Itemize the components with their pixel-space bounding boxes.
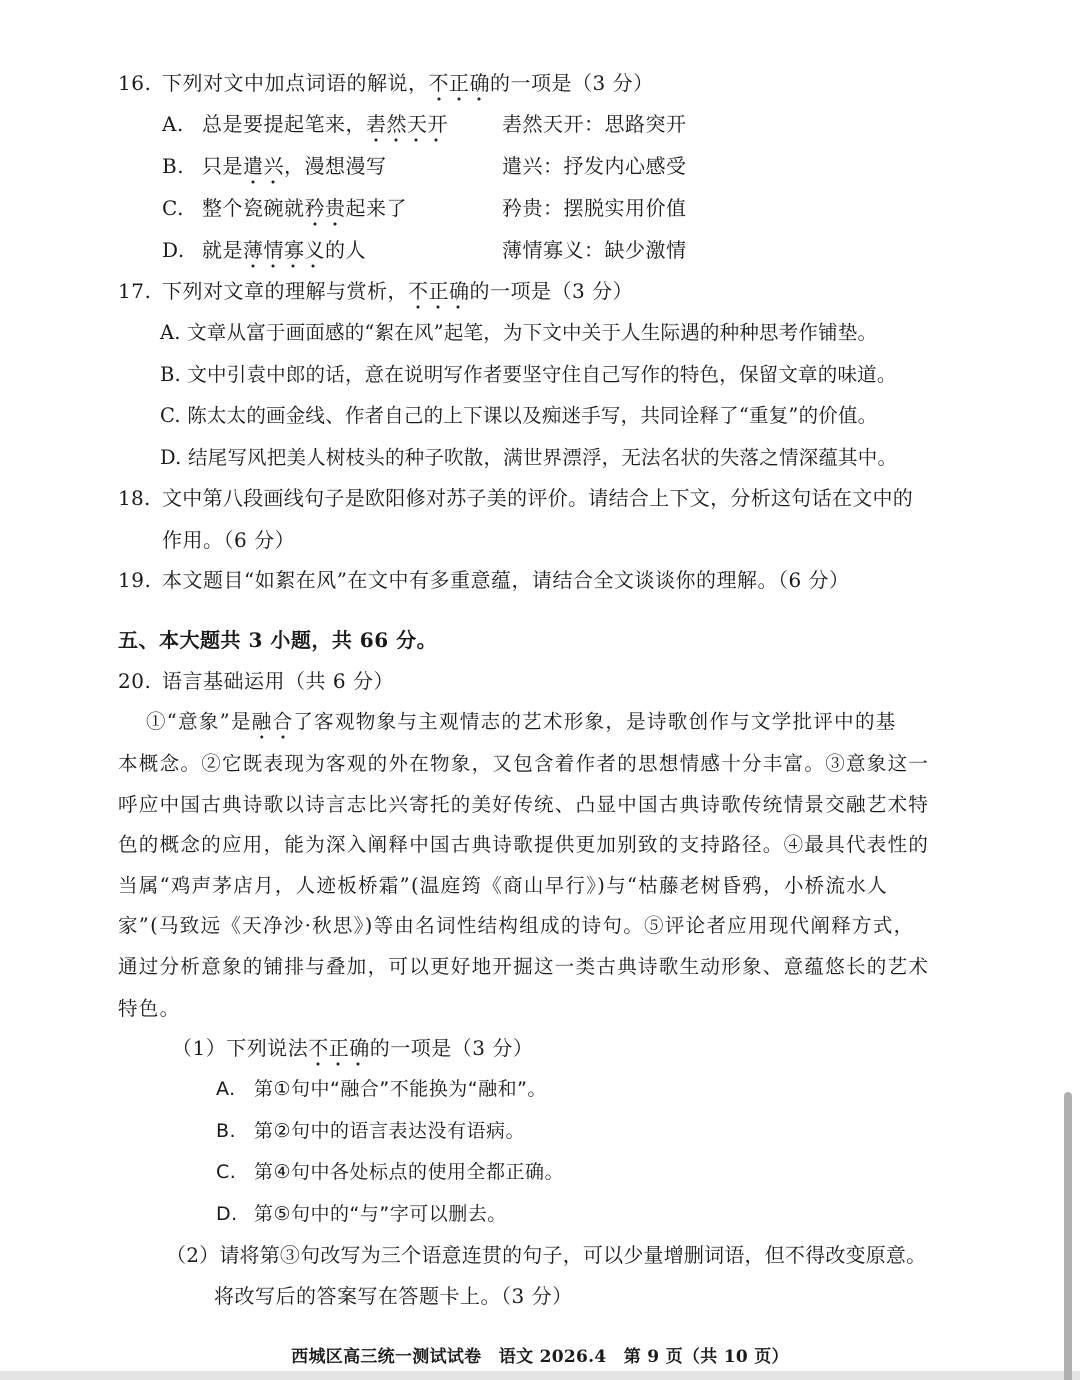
option-letter: B. <box>216 1120 237 1142</box>
q19-text: 本文题目“如絮在风”在文中有多重意蕴，请结合全文谈谈你的理解。（6 分） <box>162 568 850 592</box>
passage-line-7: 通过分析意象的铺排与叠加，可以更好地开掘这一类古典诗歌生动形象、意蕴悠长的艺术 <box>118 955 930 978</box>
option-text: 第④句中各处标点的使用全都正确。 <box>254 1161 565 1183</box>
q18-number: 18. <box>118 486 151 510</box>
option-text: 只是 <box>202 154 243 178</box>
option-text: ，漫想漫写 <box>284 154 387 178</box>
passage-text: ①“意象”是 <box>146 710 252 733</box>
option-letter: D. <box>160 446 182 469</box>
q17-stem-post: 的一项是（3 分） <box>469 279 634 303</box>
viewer-bottom-strip <box>0 1371 1080 1380</box>
option-letter: C. <box>216 1161 237 1183</box>
q16-option-d <box>162 236 366 264</box>
option-emphasis: 遣兴 <box>243 154 284 185</box>
q17-option-a <box>160 319 877 347</box>
option-letter: C. <box>160 404 181 427</box>
q17-option-b <box>160 361 897 389</box>
q20-sub1-option-c <box>216 1158 564 1186</box>
option-text: 起来了 <box>345 196 407 220</box>
q16-option-c <box>162 194 407 222</box>
q20-sub1-option-a <box>216 1075 547 1103</box>
sub1-number: （1） <box>172 1036 227 1060</box>
q16-option-c-explain: 矜贵：摆脱实用价值 <box>502 196 687 220</box>
sub1-stem-pre: 下列说法 <box>226 1036 309 1060</box>
option-emphasis: 薄情寡义 <box>243 238 325 269</box>
option-text: 陈太太的画金线、作者自己的上下课以及痴迷手写，共同诠释了“重复”的价值。 <box>187 404 878 427</box>
passage-emphasis: 融 <box>252 710 273 740</box>
q18-text: 文中第八段画线句子是欧阳修对苏子美的评价。请结合上下文，分析这句话在文中的 <box>162 486 914 510</box>
q20-sub1-stem <box>172 1034 533 1062</box>
option-text: 结尾写风把美人树枝头的种子吹散，满世界漂浮，无法名状的失落之情深蕴其中。 <box>187 446 898 469</box>
q16-number: 16. <box>118 71 152 95</box>
q16-option-a <box>162 110 448 138</box>
option-letter: A. <box>162 112 184 136</box>
q20-number: 20. <box>118 669 152 693</box>
q16-stem-emphasis: 不正确 <box>429 71 491 102</box>
passage-line-1 <box>146 708 897 736</box>
passage-line-6: 家”(马致远《天净沙·秋思》)等由名词性结构组成的诗句。⑤评论者应用现代阐释方式， <box>118 914 915 937</box>
passage-line-3: 呼应中国古典诗歌以诗言志比兴寄托的美好传统、凸显中国古典诗歌传统情景交融艺术特 <box>118 793 930 816</box>
option-letter: D. <box>216 1203 238 1225</box>
section-heading: 五、本大题共 3 小题，共 66 分。 <box>118 628 438 652</box>
option-letter: B. <box>160 363 181 386</box>
sub2-number: （2） <box>166 1243 220 1267</box>
passage-emphasis: 合 <box>273 710 294 740</box>
q16-option-a-explain: 砉然天开：思路突开 <box>502 112 687 136</box>
q20-sub1-option-b <box>216 1117 525 1145</box>
q17-option-c <box>160 402 877 430</box>
option-letter: D. <box>162 238 185 262</box>
sub2-text: 请将第③句改写为三个语意连贯的句子，可以少量增删词语，但不得改变原意。 <box>219 1243 927 1267</box>
option-letter: A. <box>216 1078 236 1100</box>
option-text: 第⑤句中的“与”字可以删去。 <box>254 1203 507 1225</box>
option-emphasis: 砉然天开 <box>366 112 448 143</box>
q20-sub2-line1 <box>166 1241 926 1269</box>
option-text: 总是要提起笔来， <box>202 112 366 136</box>
option-text: 第②句中的语言表达没有语病。 <box>254 1120 526 1142</box>
q17-number: 17. <box>118 279 152 303</box>
option-text: 就是 <box>202 238 243 262</box>
q17-stem-emphasis: 不正确 <box>408 279 470 310</box>
q16-option-b-explain: 遣兴：抒发内心感受 <box>502 154 687 178</box>
option-letter: A. <box>160 321 181 344</box>
q17-stem <box>118 277 633 305</box>
passage-line-2: 本概念。②它既表现为客观的外在物象，又包含着作者的思想情感十分丰富。③意象这一 <box>118 752 930 775</box>
sub1-stem-emphasis: 不正确 <box>308 1036 370 1067</box>
option-text: 文章从富于画面感的“絮在风”起笔，为下文中关于人生际遇的种种思考作铺垫。 <box>187 321 878 344</box>
q20-sub1-option-d <box>216 1200 507 1228</box>
q16-option-b <box>162 152 387 180</box>
q16-stem-pre: 下列对文中加点词语的解说， <box>162 71 429 95</box>
q19 <box>118 566 850 594</box>
passage-line-4: 色的概念的应用，能为深入阐释中国古典诗歌提供更加别致的支持路径。④最具代表性的 <box>118 833 930 856</box>
q17-stem-pre: 下列对文章的理解与赏析， <box>162 279 408 303</box>
option-text: 第①句中“融合”不能换为“融和”。 <box>254 1078 547 1100</box>
q18-line1 <box>118 484 913 512</box>
option-emphasis: 矜贵 <box>305 196 346 227</box>
q20-title <box>118 667 394 695</box>
option-text: 的人 <box>325 238 366 262</box>
q18-line2: 作用。（6 分） <box>162 528 296 552</box>
q17-option-d <box>160 444 897 472</box>
page-footer: 西城区高三统一测试试卷 语文 2026.4 第 9 页（共 10 页） <box>291 1347 789 1367</box>
option-letter: C. <box>162 196 184 220</box>
q20-title-text: 语言基础运用（共 6 分） <box>162 669 394 693</box>
q20-sub2-line2: 将改写后的答案写在答题卡上。（3 分） <box>214 1284 573 1308</box>
q16-stem-post: 的一项是（3 分） <box>490 71 654 95</box>
passage-line-5: 当属“鸡声茅店月，人迹板桥霜”(温庭筠《商山早行》)与“枯藤老树昏鸦，小桥流水人 <box>118 874 888 897</box>
q16-stem <box>118 69 654 97</box>
q19-number: 19. <box>118 568 152 592</box>
passage-text: 了客观物象与主观情志的艺术形象，是诗歌创作与文学批评中的基 <box>293 710 897 733</box>
option-text: 文中引袁中郎的话，意在说明写作者要坚守住自己写作的特色，保留文章的味道。 <box>187 363 897 386</box>
q16-option-d-explain: 薄情寡义：缺少激情 <box>502 238 687 262</box>
option-text: 整个瓷碗就 <box>202 196 305 220</box>
vertical-scrollbar[interactable] <box>1064 1092 1072 1380</box>
sub1-stem-post: 的一项是（3 分） <box>369 1036 534 1060</box>
option-letter: B. <box>162 154 185 178</box>
passage-line-8: 特色。 <box>118 997 181 1020</box>
